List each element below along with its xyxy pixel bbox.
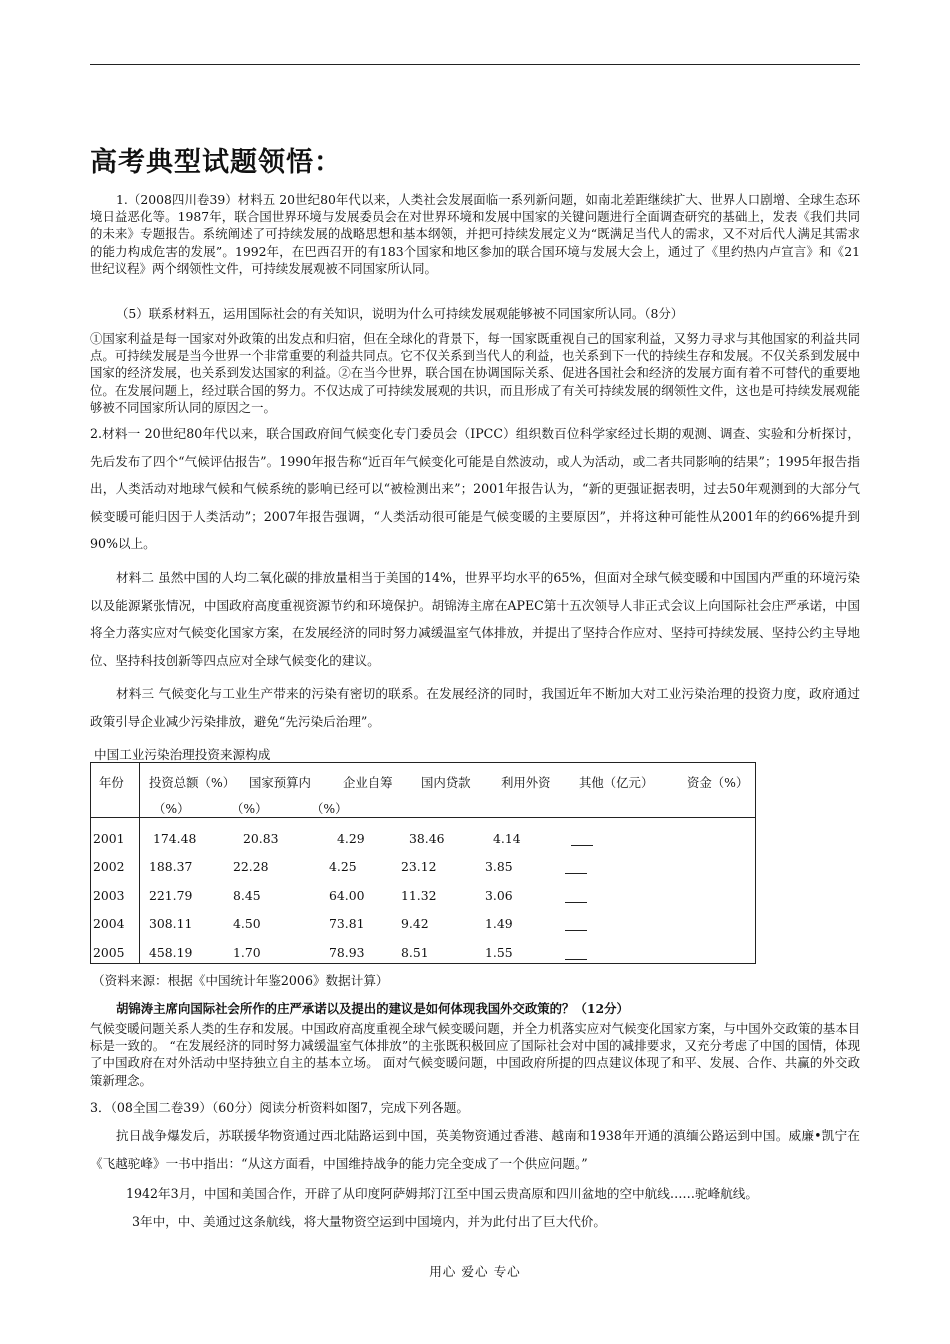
table-header-loan: 国内贷款: [421, 775, 471, 790]
table-cell-total: 174.48: [153, 831, 197, 846]
table-cell-budget: 20.83: [243, 831, 279, 846]
table-cell-loan: 8.51: [401, 945, 429, 960]
table-column-divider: [139, 763, 140, 963]
table-cell-budget: 22.28: [233, 859, 269, 874]
q1-question: （5）联系材料五，运用国际社会的有关知识，说明为什么可持续发展观能够被不同国家所认同。（8分）: [116, 306, 684, 321]
table-cell-blank: [565, 873, 587, 874]
table-cell-loan: 9.42: [401, 916, 429, 931]
investment-table: [90, 762, 756, 964]
table-header-foreign: 利用外资: [501, 775, 551, 790]
q3-intro: 3．（08全国二卷39）（60分）阅读分析资料如图7，完成下列各题。: [90, 1100, 469, 1115]
table-header-budget: 国家预算内: [249, 775, 311, 790]
table-header-other: 其他（亿元）: [579, 775, 654, 790]
q1-answer: ①国家利益是每一国家对外政策的出发点和归宿，但在全球化的背景下，每一国家既重视自己的国家利益，又努力寻求与其他国家的利益共同点。可持续发展是当今世界一个非常重要的利益共同点。它不仅关系到当代人的利益，也关系到下一代的持续生存和发展。不仅关系到发展中国家的经济发展，也关系到发达国家的利益。②在当今世界，联合国在协调国际关系、促进各国社会和经济的发展方面有着不可替代的重要地位。在发展问题上，经过联合国的努力。不仅达成了可持续发展观的共识，而且形成了有关可持续发展的纲领性文件，这也是可持续发展观能够被不同国家所认同的原因之一。: [90, 331, 860, 415]
table-cell-loan: 23.12: [401, 859, 437, 874]
table-cell-foreign: 3.06: [485, 888, 513, 903]
table-caption: 中国工业污染治理投资来源构成: [94, 747, 271, 762]
table-cell-budget: 4.50: [233, 916, 261, 931]
table-cell-foreign: 3.85: [485, 859, 513, 874]
table-header-year: 年份: [99, 775, 124, 790]
page-footer: 用心 爱心 专心: [429, 1264, 521, 1279]
q3-paragraph-1: 抗日战争爆发后，苏联援华物资通过西北陆路运到中国，英美物资通过香港、越南和1938年开通的滇缅公路运到中国。威廉•凯宁在《飞越驼峰》一书中指出：“从这方面看，中国维持战争的能力完全变成了一个供应问题。”: [90, 1128, 860, 1171]
q2-question: 胡锦涛主席向国际社会所作的庄严承诺以及提出的建议是如何体现我国外交政策的？（12分）: [116, 1001, 629, 1016]
table-cell-loan: 38.46: [409, 831, 445, 846]
q2-material-1: 2.材料一 20世纪80年代以来，联合国政府间气候变化专门委员会（IPCC）组织数百位科学家经过长期的观测、调查、实验和分析探讨，先后发布了四个“气候评估报告”。1990年报告称“近百年气候变化可能是自然波动，或人为活动，或二者共同影响的结果”；1995年报告指出，人类活动对地球气候和气候系统的影响已经可以“被检测出来”；2001年报告认为，“新的更强证据表明，过去50年观测到的大部分气候变暖可能归因于人类活动”；2007年报告强调，“人类活动很可能是气候变暖的主要原因”，并将这种可能性从2001年的约66%提升到90%以上。: [90, 426, 860, 552]
table-header-self: 企业自筹: [343, 775, 393, 790]
table-cell-year: 2001: [93, 831, 125, 846]
table-source: （资料来源：根据《中国统计年鉴2006》数据计算）: [92, 973, 389, 988]
table-cell-self: 4.29: [337, 831, 365, 846]
table-cell-total: 188.37: [149, 859, 193, 874]
table-cell-year: 2003: [93, 888, 125, 903]
table-cell-year: 2005: [93, 945, 125, 960]
table-cell-blank: [565, 930, 587, 931]
table-header-divider: [91, 817, 755, 818]
table-cell-budget: 1.70: [233, 945, 261, 960]
table-subheader-budget: （%）: [231, 801, 268, 816]
q3-paragraph-2: 1942年3月，中国和美国合作，开辟了从印度阿萨姆邦汀江至中国云贵高原和四川盆地的空中航线……驼峰航线。: [126, 1186, 758, 1201]
q1-material: 1.（2008四川卷39）材料五 20世纪80年代以来，人类社会发展面临一系列新问题，如南北差距继续扩大、世界人口剧增、全球生态环境日益恶化等。1987年，联合国世界环境与发展委员会在对世界环境和发展中国家的关键问题进行全面调查研究的基础上，发表《我们共同的未来》专题报告。系统阐述了可持续发展的战略思想和基本纲领，并把可持续发展定义为“既满足当代人的需求，又不对后代人满足其需求的能力构成危害的发展”。1992年，在巴西召开的有183个国家和地区参加的联合国环境与发展大会上，通过了《里约热内卢宣言》和《21世纪议程》两个纲领性文件，可持续发展观被不同国家所认同。: [90, 192, 860, 276]
table-cell-self: 4.25: [329, 859, 357, 874]
table-cell-year: 2004: [93, 916, 125, 931]
q2-answer: 气候变暖问题关系人类的生存和发展。中国政府高度重视全球气候变暖问题，并全力机落实应对气候变化国家方案，与中国外交政策的基本目标是一致的。 “在发展经济的同时努力减缓温室气体排放”的主张既积极回应了国际社会对中国的减排要求，又充分考虑了中国的国情，体现了中国政府在对外活动中坚持独立自主的基本立场。 面对气候变暖问题，中国政府所提的四点建议体现了和平、发展、合作、共赢的外交政策新理念。: [90, 1021, 860, 1088]
table-cell-foreign: 1.55: [485, 945, 513, 960]
table-cell-total: 308.11: [149, 916, 193, 931]
q3-paragraph-3: 3年中，中、美通过这条航线，将大量物资空运到中国境内，并为此付出了巨大代价。: [132, 1214, 606, 1229]
table-cell-year: 2002: [93, 859, 125, 874]
table-cell-budget: 8.45: [233, 888, 261, 903]
table-cell-foreign: 1.49: [485, 916, 513, 931]
table-cell-loan: 11.32: [401, 888, 437, 903]
table-cell-self: 78.93: [329, 945, 365, 960]
table-cell-self: 73.81: [329, 916, 365, 931]
table-cell-foreign: 4.14: [493, 831, 521, 846]
table-cell-blank: [565, 959, 587, 960]
header-rule: [90, 64, 860, 65]
page-title: 高考典型试题领悟：: [90, 147, 342, 178]
table-cell-self: 64.00: [329, 888, 365, 903]
table-subheader-self: （%）: [311, 801, 348, 816]
q2-material-2: 材料二 虽然中国的人均二氧化碳的排放量相当于美国的14%，世界平均水平的65%，但面对全球气候变暖和中国国内严重的环境污染以及能源紧张情况，中国政府高度重视资源节约和环境保护。胡锦涛主席在APEC第十五次领导人非正式会议上向国际社会庄严承诺，中国将全力落实应对气候变化国家方案，在发展经济的同时努力减缓温室气体排放，并提出了坚持合作应对、坚持可持续发展、坚持公约主导地位、坚持科技创新等四点应对全球气候变化的建议。: [90, 570, 860, 668]
table-subheader-total: （%）: [153, 801, 190, 816]
table-cell-total: 221.79: [149, 888, 193, 903]
table-header-total: 投资总额（%）: [149, 775, 236, 790]
table-cell-blank: [571, 845, 593, 846]
table-header-funds: 资金（%）: [687, 775, 749, 790]
q2-material-3: 材料三 气候变化与工业生产带来的污染有密切的联系。在发展经济的同时，我国近年不断加大对工业污染治理的投资力度，政府通过政策引导企业减少污染排放，避免“先污染后治理”。: [90, 686, 860, 729]
table-cell-total: 458.19: [149, 945, 193, 960]
table-cell-blank: [565, 902, 587, 903]
